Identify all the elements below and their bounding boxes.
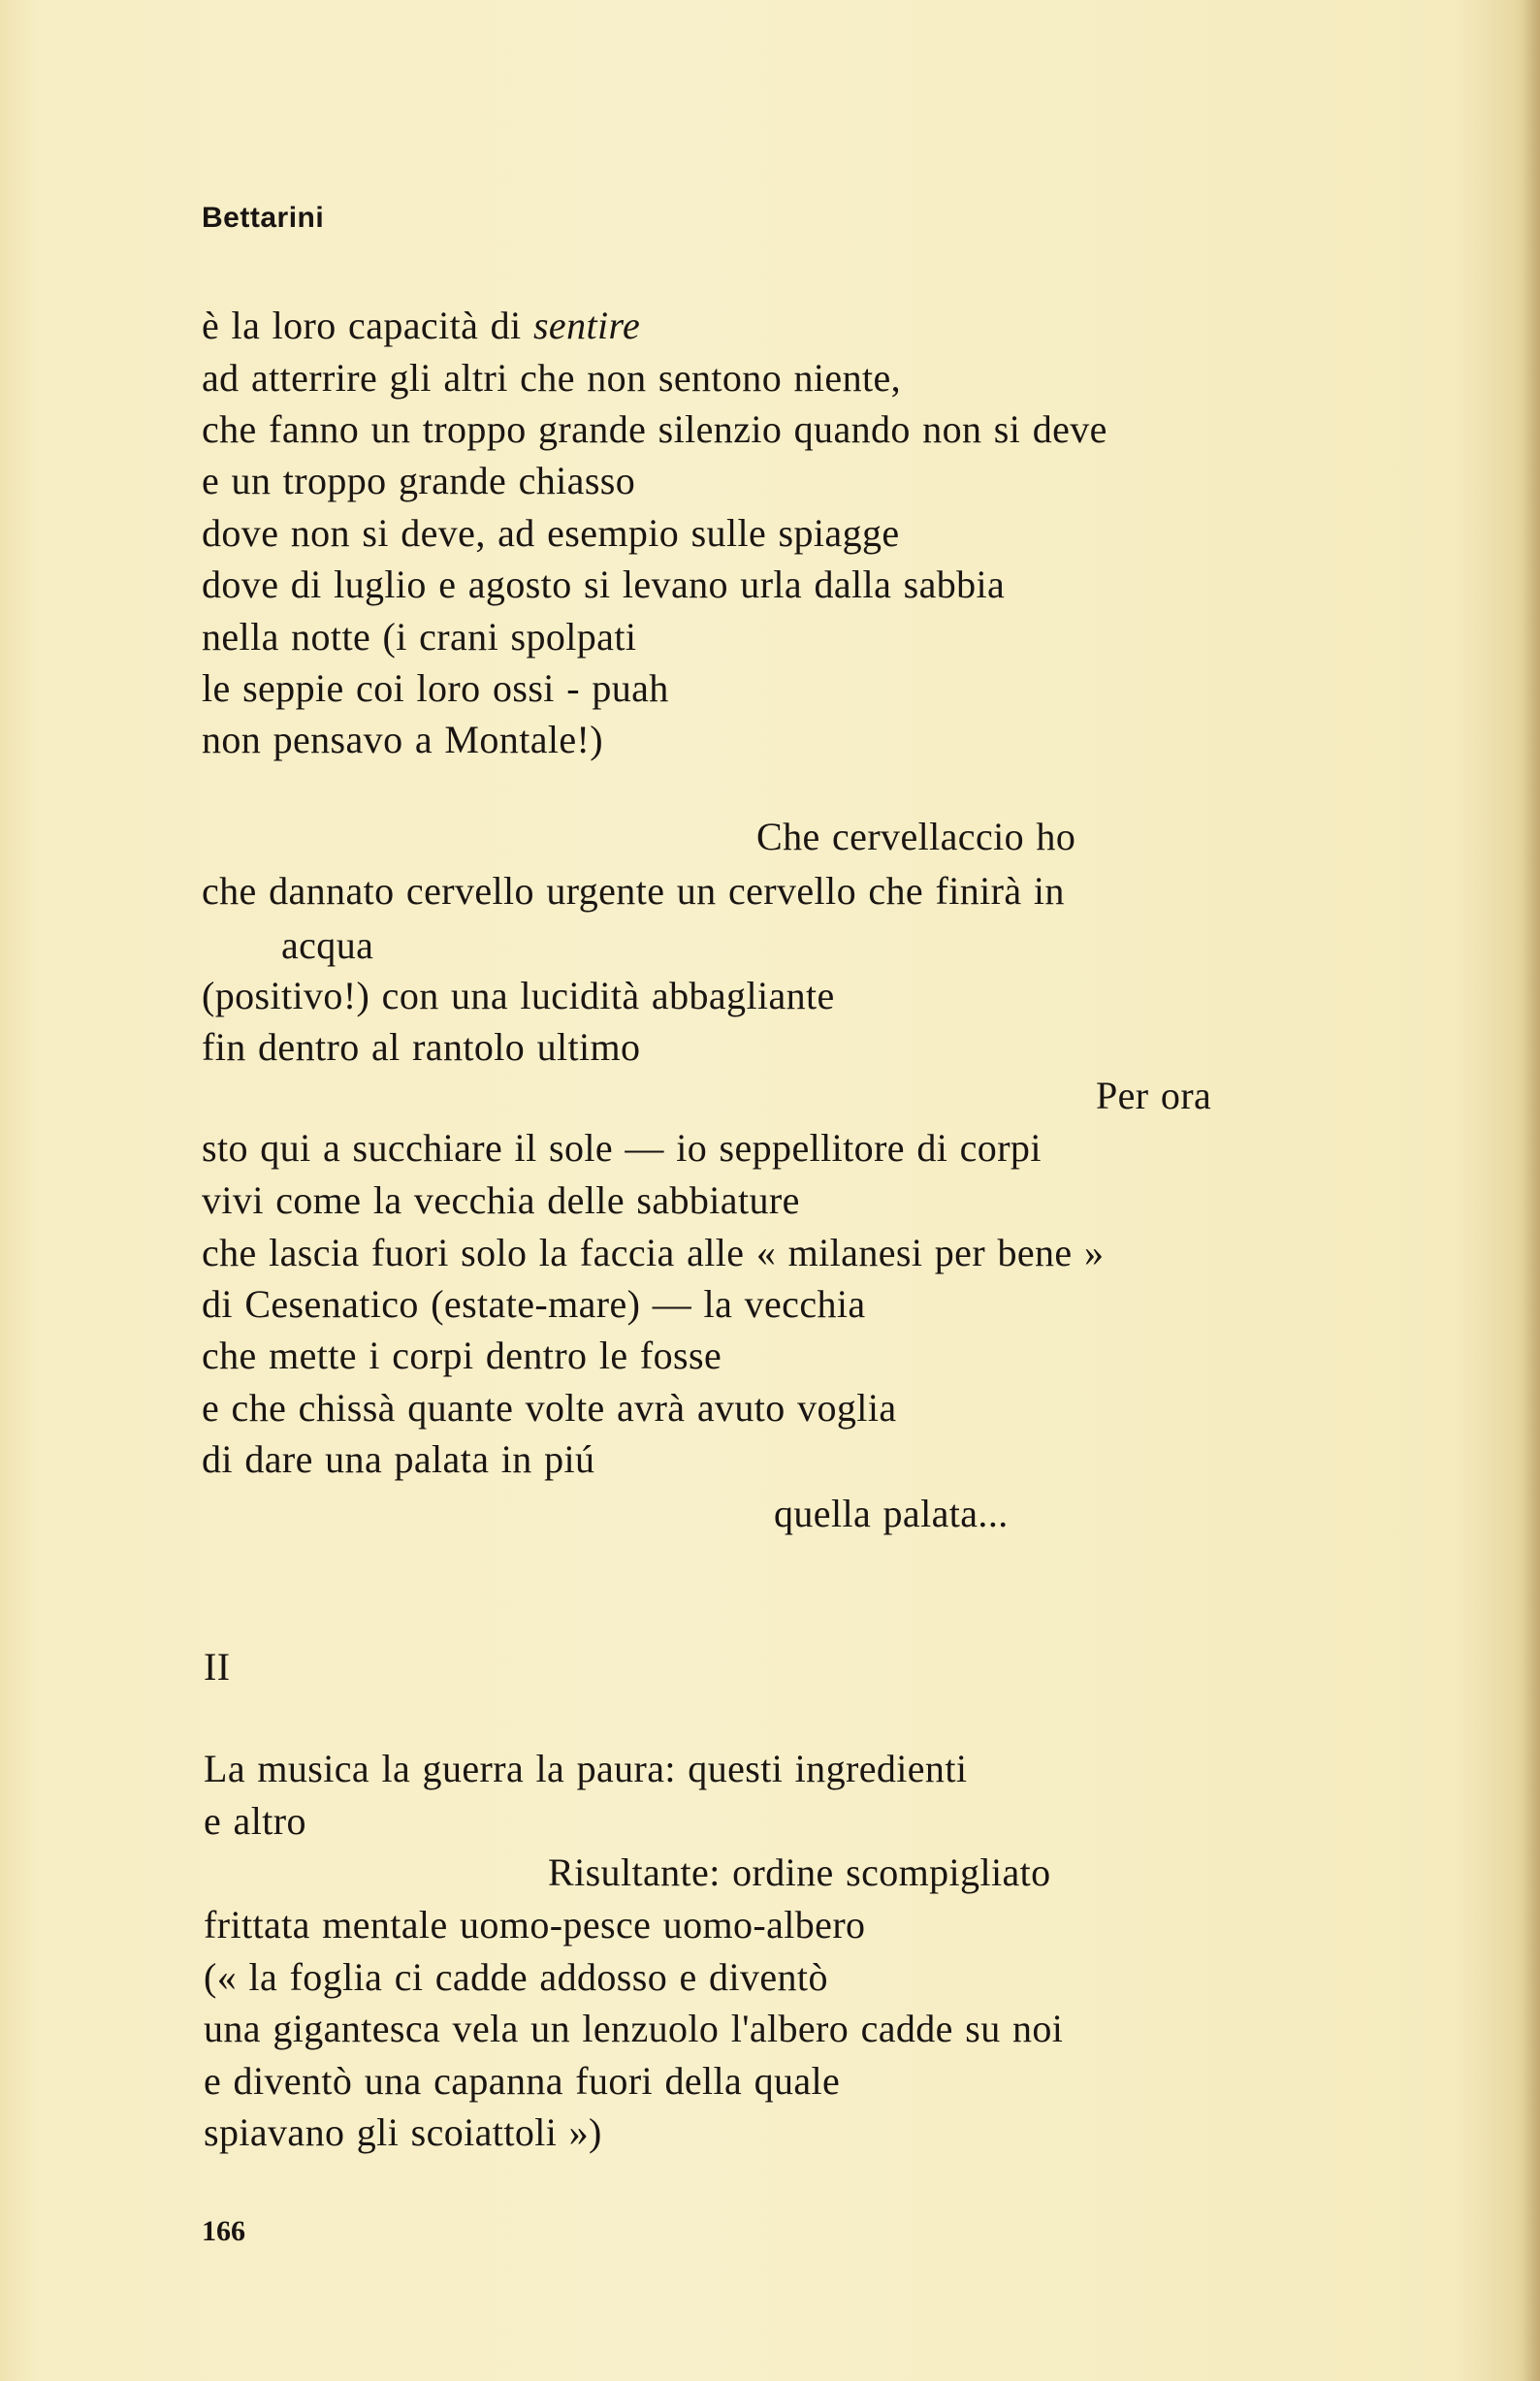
poem-line: è la loro capacità di sentire bbox=[202, 304, 641, 347]
poem-line: Risultante: ordine scompigliato bbox=[548, 1850, 1051, 1894]
poem-line: che fanno un troppo grande silenzio quando non si deve bbox=[202, 407, 1107, 451]
running-header-author: Bettarini bbox=[202, 202, 325, 234]
poem-line: e altro bbox=[204, 1799, 306, 1843]
poem-line: vivi come la vecchia delle sabbiature bbox=[202, 1178, 800, 1222]
poem-line: dove non si deve, ad esempio sulle spiagge bbox=[202, 511, 900, 555]
poem-line: non pensavo a Montale!) bbox=[202, 718, 603, 761]
section-number: II bbox=[204, 1645, 231, 1689]
page-number: 166 bbox=[202, 2215, 245, 2247]
poem-line: una gigantesca vela un lenzuolo l'albero cadde su noi bbox=[204, 2007, 1064, 2050]
poem-line: Per ora bbox=[1096, 1074, 1212, 1117]
page-edge-shadow bbox=[1523, 0, 1540, 2381]
poem-line: di Cesenatico (estate-mare) — la vecchia bbox=[202, 1282, 866, 1326]
poem-line: acqua bbox=[281, 923, 374, 967]
poem-line: che mette i corpi dentro le fosse bbox=[202, 1334, 722, 1377]
poem-line: La musica la guerra la paura: questi ingredienti bbox=[204, 1747, 968, 1790]
poem-line: e un troppo grande chiasso bbox=[202, 459, 636, 502]
poem-line: e che chissà quante volte avrà avuto voglia bbox=[202, 1386, 897, 1430]
poem-line: (« la foglia ci cadde addosso e diventò bbox=[204, 1955, 828, 1999]
emphasis-sentire: sentire bbox=[532, 304, 641, 347]
poem-line: frittata mentale uomo-pesce uomo-albero bbox=[204, 1903, 866, 1947]
poem-line: quella palata... bbox=[774, 1492, 1009, 1535]
poem-line: Che cervellaccio ho bbox=[756, 815, 1076, 858]
poem-line: che lascia fuori solo la faccia alle « milanesi per bene » bbox=[202, 1231, 1105, 1274]
poem-line: fin dentro al rantolo ultimo bbox=[202, 1025, 641, 1069]
poem-line: dove di luglio e agosto si levano urla dalla sabbia bbox=[202, 563, 1006, 606]
poem-line: di dare una palata in piú bbox=[202, 1437, 595, 1481]
poem-line: sto qui a succhiare il sole — io seppellitore di corpi bbox=[202, 1126, 1042, 1170]
poem-line: che dannato cervello urgente un cervello che finirà in bbox=[202, 869, 1065, 913]
poem-line: le seppie coi loro ossi - puah bbox=[202, 666, 669, 710]
poem-line: e diventò una capanna fuori della quale bbox=[204, 2059, 841, 2103]
poem-line: nella notte (i crani spolpati bbox=[202, 615, 637, 659]
poem-line: ad atterrire gli altri che non sentono niente, bbox=[202, 356, 902, 400]
poem-line: spiavano gli scoiattoli ») bbox=[204, 2110, 602, 2154]
poem-line: (positivo!) con una lucidità abbagliante bbox=[202, 974, 835, 1017]
